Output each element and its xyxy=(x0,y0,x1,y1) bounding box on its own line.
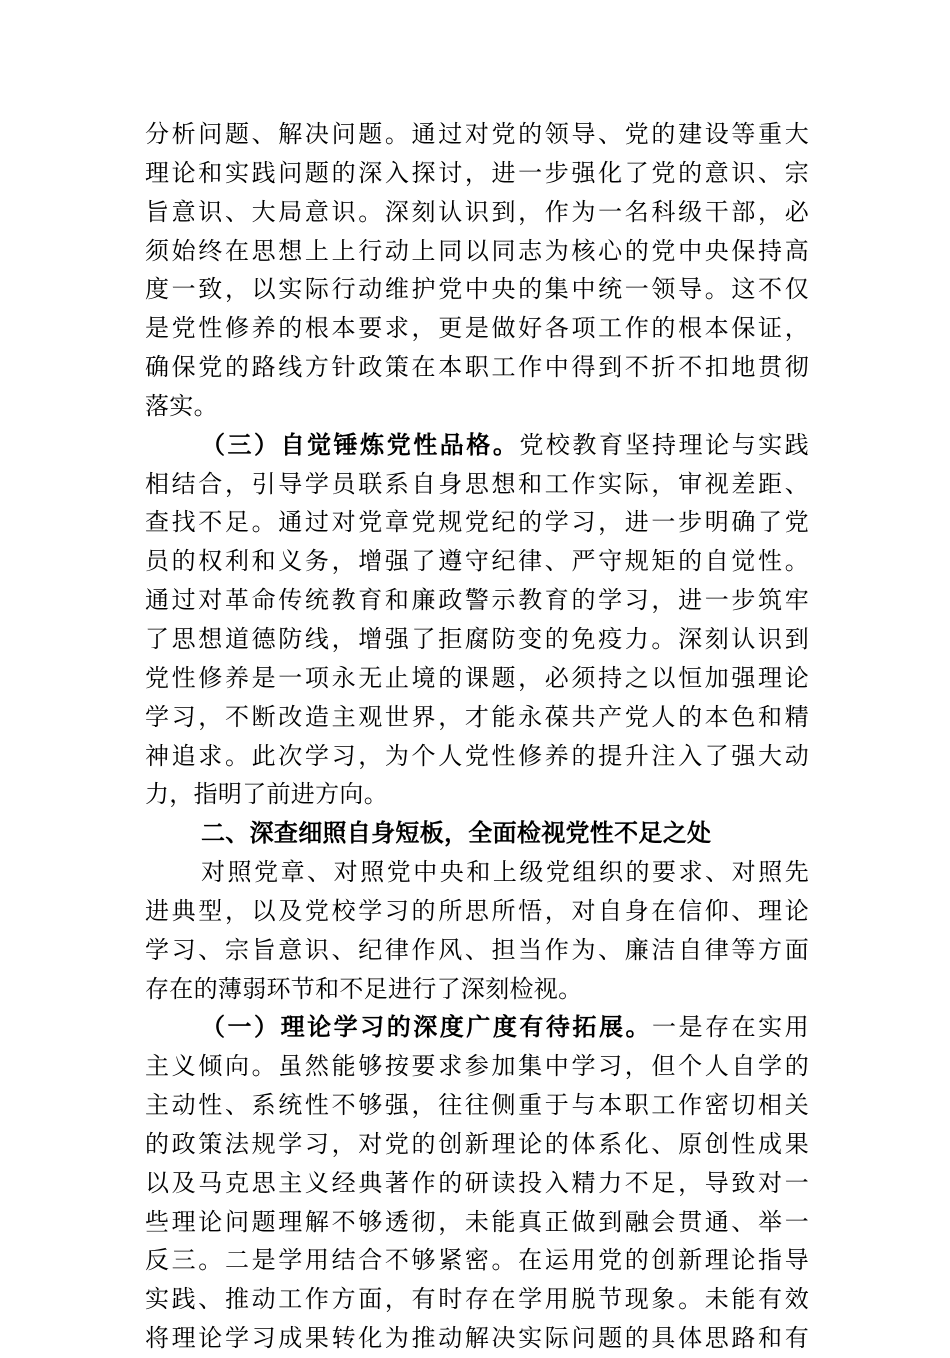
paragraph-text: 一是存在实用 xyxy=(652,1013,809,1042)
paragraph-line: 员的权利和义务，增强了遵守纪律、严守规矩的自觉性。 xyxy=(145,547,809,576)
paragraph-line: 主义倾向。虽然能够按要求参加集中学习，但个人自学的 xyxy=(145,1052,809,1081)
paragraph-line: 以及马克思主义经典著作的研读投入精力不足，导致对一 xyxy=(145,1168,809,1197)
paragraph-line: 相结合，引导学员联系自身思想和工作实际，审视差距、 xyxy=(145,469,809,498)
paragraph-line: 落实。 xyxy=(145,391,218,420)
paragraph-line: 查找不足。通过对党章党规党纪的学习，进一步明确了党 xyxy=(145,508,809,537)
paragraph-first-line xyxy=(145,426,809,465)
paragraph-line: 反三。二是学用结合不够紧密。在运用党的创新理论指导 xyxy=(145,1246,809,1275)
paragraph-line: 理论和实践问题的深入探讨，进一步强化了党的意识、宗 xyxy=(145,158,809,187)
paragraph-line: 须始终在思想上上行动上同以同志为核心的党中央保持高 xyxy=(145,236,809,265)
paragraph-line: 学习，不断改造主观世界，才能永葆共产党人的本色和精 xyxy=(145,702,809,731)
document-body xyxy=(145,115,809,1358)
paragraph-line: 党性修养是一项永无止境的课题，必须持之以恒加强理论 xyxy=(145,663,809,692)
paragraph-line: 实践、推动工作方面，有时存在学用脱节现象。未能有效 xyxy=(145,1285,809,1314)
paragraph-text: 党校教育坚持理论与实践 xyxy=(519,430,809,459)
paragraph-line: 是党性修养的根本要求，更是做好各项工作的根本保证， xyxy=(145,314,809,343)
paragraph-line: 主动性、系统性不够强，往往侧重于与本职工作密切相关 xyxy=(145,1091,809,1120)
paragraph-line: 神追求。此次学习，为个人党性修养的提升注入了强大动 xyxy=(145,741,809,770)
paragraph-line: 进典型，以及党校学习的所思所悟，对自身在信仰、理论 xyxy=(145,896,809,925)
paragraph-line: 度一致，以实际行动维护党中央的集中统一领导。这不仅 xyxy=(145,275,809,304)
paragraph-line: 力，指明了前进方向。 xyxy=(145,780,388,809)
section-subtitle: （一）理论学习的深度广度有待拓展。 xyxy=(201,1012,653,1042)
paragraph-line: 了思想道德防线，增强了拒腐防变的免疫力。深刻认识到 xyxy=(145,624,809,653)
paragraph-line: 旨意识、大局意识。深刻认识到，作为一名科级干部，必 xyxy=(145,197,809,226)
paragraph-line: 通过对革命传统教育和廉政警示教育的学习，进一步筑牢 xyxy=(145,586,809,615)
paragraph-line: 确保党的路线方针政策在本职工作中得到不折不扣地贯彻 xyxy=(145,353,809,382)
section-subtitle: （三）自觉锤炼党性品格。 xyxy=(201,429,520,459)
paragraph-line: 些理论问题理解不够透彻，未能真正做到融会贯通、举一 xyxy=(145,1207,809,1236)
paragraph-first-line: 对照党章、对照党中央和上级党组织的要求、对照先 xyxy=(201,858,809,887)
paragraph-line: 将理论学习成果转化为推动解决实际问题的具体思路和有 xyxy=(145,1324,809,1353)
paragraph-first-line xyxy=(145,1008,809,1047)
paragraph-line: 分析问题、解决问题。通过对党的领导、党的建设等重大 xyxy=(145,120,809,148)
paragraph-line: 存在的薄弱环节和不足进行了深刻检视。 xyxy=(145,974,583,1003)
paragraph-line: 学习、宗旨意识、纪律作风、担当作为、廉洁自律等方面 xyxy=(145,935,809,964)
paragraph-line: 的政策法规学习，对党的创新理论的体系化、原创性成果 xyxy=(145,1129,809,1158)
section-heading: 二、深查细照自身短板，全面检视党性不足之处 xyxy=(201,819,712,848)
